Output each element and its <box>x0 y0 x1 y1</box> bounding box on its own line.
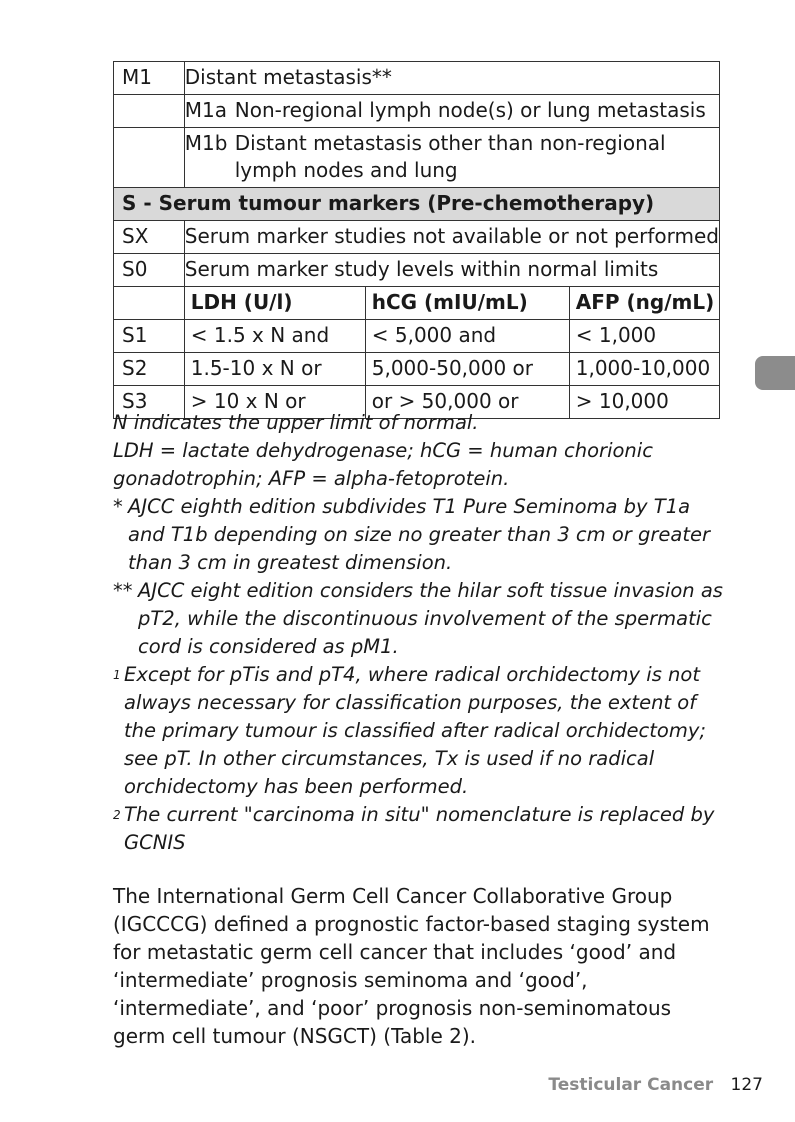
table-row <box>114 128 720 188</box>
ldh-value: < 1.5 x N and <box>184 320 365 353</box>
note-upper-limit: N indicates the upper limit of normal. <box>113 411 479 434</box>
table-row <box>114 221 720 254</box>
section-title: S - Serum tumour markers (Pre-chemotherapy) <box>114 188 720 221</box>
substage-code: M1b <box>184 131 228 155</box>
footnote-text: Except for pTis and pT4, where radical orchidectomy is not always necessary for classification purposes, the extent of the primary tumour is classified after radical orchidectomy; see pT. In other circumstances, Tx is used if no radical orchidectomy has been performed. <box>124 663 706 798</box>
substage-code: M1a <box>184 98 227 122</box>
stage-code-empty <box>114 95 185 128</box>
substage-cell <box>184 95 719 128</box>
footnote-double-star <box>113 577 723 661</box>
column-header-afp: AFP (ng/mL) <box>569 287 719 320</box>
ldh-value: > 10 x N or <box>184 386 365 419</box>
hcg-value: 5,000-50,000 or <box>365 353 569 386</box>
footnote-text: AJCC eighth edition subdivides T1 Pure Seminoma by T1a and T1b depending on size no greater than 3 cm or greater than 3 cm in greatest dimension. <box>128 495 710 574</box>
footnote-text: The current "carcinoma in situ" nomenclature is replaced by GCNIS <box>124 803 715 854</box>
tnm-staging-table <box>113 61 720 419</box>
marker-header-row <box>114 287 720 320</box>
page-number: 127 <box>730 1075 763 1095</box>
table-row <box>114 95 720 128</box>
footnote-text: AJCC eight edition considers the hilar soft tissue invasion as pT2, while the discontinuous involvement of the spermatic cord is considered as pM1. <box>138 579 723 658</box>
footnote-marker: 2 <box>113 808 121 822</box>
stage-code: S1 <box>114 320 185 353</box>
table-row <box>114 320 720 353</box>
stage-code: S0 <box>114 254 185 287</box>
stage-code-empty <box>114 128 185 188</box>
substage-cell <box>184 128 719 188</box>
table-row <box>114 254 720 287</box>
table-row <box>114 353 720 386</box>
stage-code: S2 <box>114 353 185 386</box>
section-header-row <box>114 188 720 221</box>
footnote-marker: * <box>113 495 123 518</box>
stage-code: S3 <box>114 386 185 419</box>
substage-description: Non-regional lymph node(s) or lung metastasis <box>234 98 706 122</box>
stage-description: Serum marker studies not available or not performed <box>184 221 719 254</box>
running-section-title: Testicular Cancer <box>548 1075 714 1095</box>
stage-code: SX <box>114 221 185 254</box>
stage-code-empty <box>114 287 185 320</box>
footnote-marker: 1 <box>113 668 121 682</box>
afp-value: 1,000-10,000 <box>569 353 719 386</box>
chapter-tab <box>755 356 795 390</box>
table-notes <box>113 409 723 857</box>
footnote-star <box>113 493 723 577</box>
body-paragraph: The International Germ Cell Cancer Collaborative Group (IGCCCG) defined a prognostic factor-based staging system for metastatic germ cell cancer that includes ‘good’ and ‘intermediate’ prognosis seminoma and ‘good’, ‘intermediate’, and ‘poor’ prognosis non-seminomatous germ cell tumour (NSGCT) (Table 2). <box>113 884 710 1048</box>
table-row <box>114 62 720 95</box>
footnote-marker: ** <box>113 579 133 602</box>
stage-description: Distant metastasis** <box>184 62 719 95</box>
stage-description: Serum marker study levels within normal limits <box>184 254 719 287</box>
ldh-value: 1.5-10 x N or <box>184 353 365 386</box>
hcg-value: < 5,000 and <box>365 320 569 353</box>
footnote-1 <box>113 661 723 801</box>
substage-description: Distant metastasis other than non-regional lymph nodes and lung <box>234 131 666 182</box>
note-abbreviations: LDH = lactate dehydrogenase; hCG = human chorionic gonadotrophin; AFP = alpha-fetoprotein. <box>113 439 653 490</box>
footnote-2 <box>113 801 723 857</box>
column-header-ldh: LDH (U/l) <box>184 287 365 320</box>
hcg-value: or > 50,000 or <box>365 386 569 419</box>
afp-value: < 1,000 <box>569 320 719 353</box>
afp-value: > 10,000 <box>569 386 719 419</box>
stage-code: M1 <box>114 62 185 95</box>
page-footer <box>548 1075 763 1095</box>
column-header-hcg: hCG (mIU/mL) <box>365 287 569 320</box>
